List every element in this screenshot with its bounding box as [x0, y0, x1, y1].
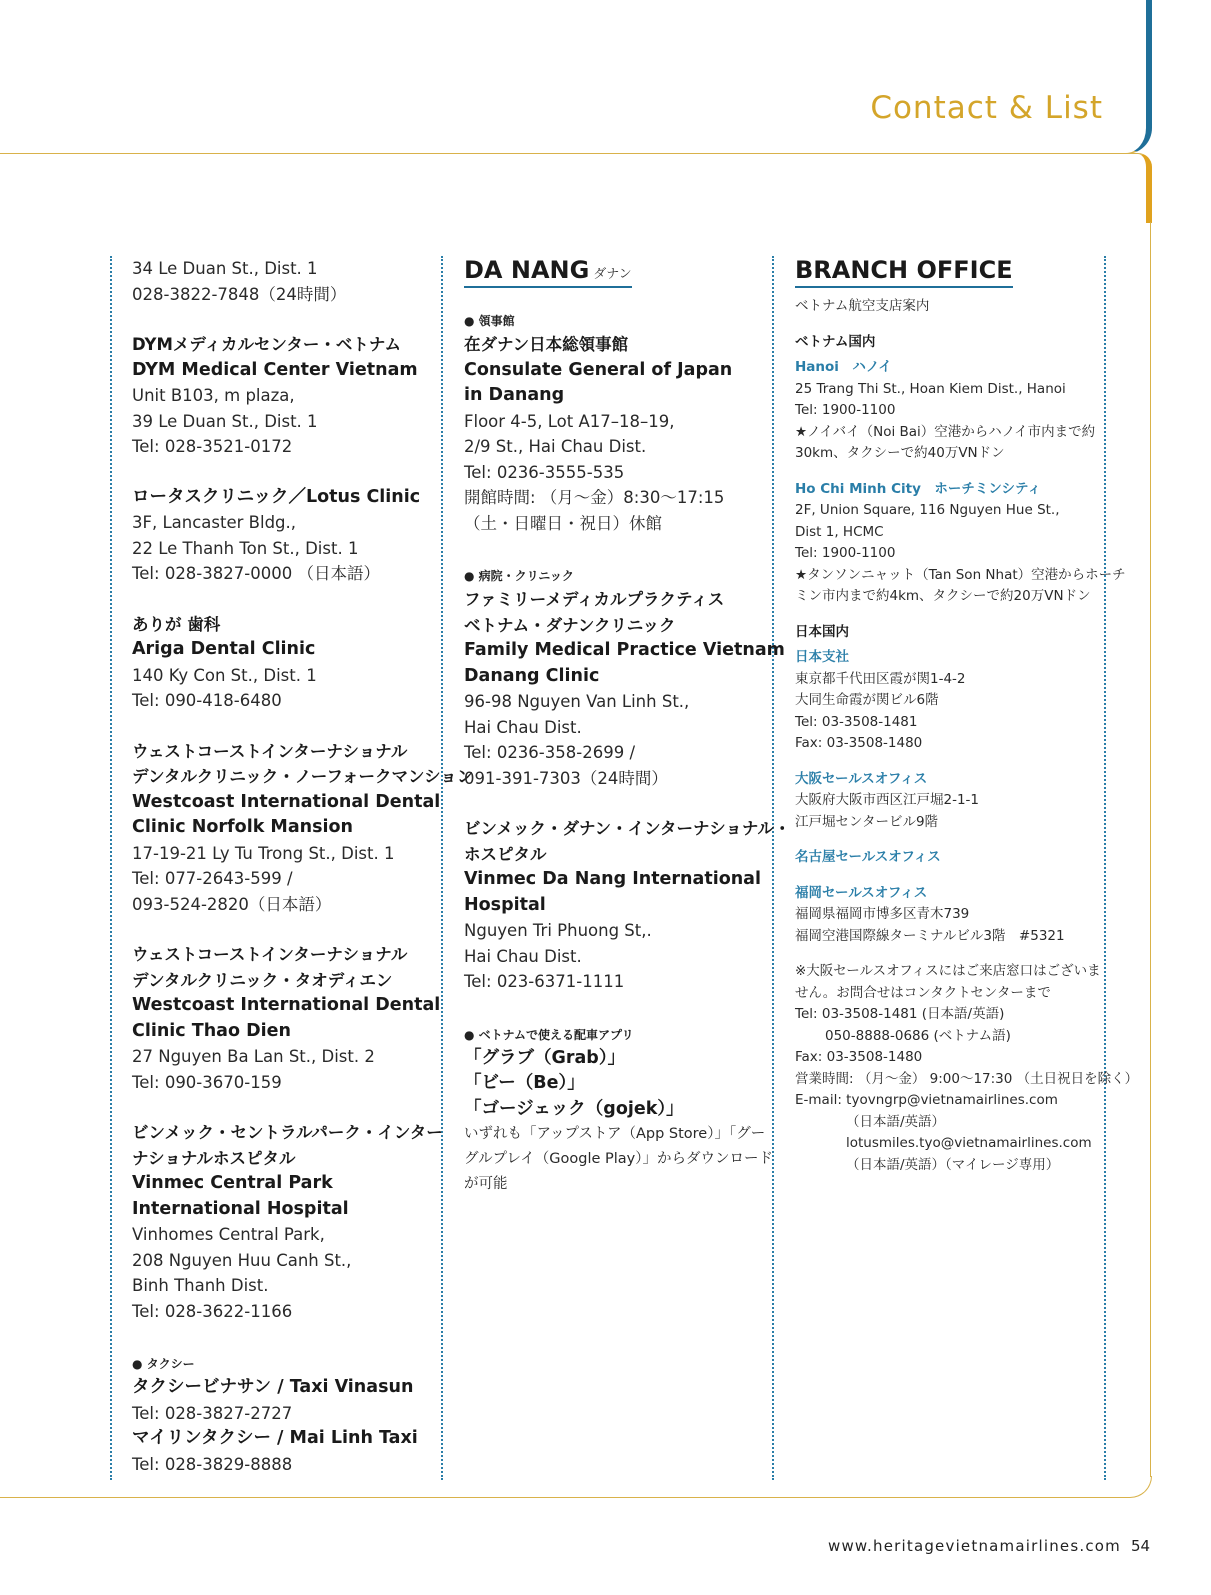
text-line: Nguyen Tri Phuong St,.: [464, 921, 652, 940]
entry-title: 「グラブ（Grab）」: [464, 1047, 626, 1068]
text-line: 2/9 St., Hai Chau Dist.: [464, 437, 647, 456]
spacer: [132, 587, 432, 612]
column-danang: [464, 256, 791, 1197]
column-branch-office: [795, 256, 1139, 1176]
text-line: 福岡県福岡市博多区青木739: [795, 906, 970, 922]
spacer: [464, 995, 764, 1020]
category-label: ● ベトナムで使える配車アプリ: [464, 1027, 634, 1042]
text-line: Tel: 1900-1100: [795, 402, 896, 418]
text-line: Tel: 028-3827-0000 （日本語）: [132, 564, 380, 583]
text-line: 22 Le Thanh Ton St., Dist. 1: [132, 538, 359, 558]
section-title-main: BRANCH OFFICE: [795, 256, 1013, 284]
column-divider: [772, 256, 774, 1480]
entry-title-ja: ビンメック・ダナン・インターナショナル・: [464, 819, 791, 838]
page-number: 54: [1131, 1537, 1151, 1555]
spacer: [795, 465, 1105, 479]
text-line: 208 Nguyen Huu Canh St.,: [132, 1250, 352, 1270]
office-name: 福岡セールスオフィス: [795, 884, 928, 901]
spacer: [464, 536, 764, 561]
spacer: [795, 947, 1105, 961]
text-line: 39 Le Duan St., Dist. 1: [132, 411, 318, 431]
spacer: [132, 917, 432, 942]
text-line: ミン市内まで約4km、タクシーで約20万VNドン: [795, 588, 1091, 604]
entry-title: Hospital: [464, 894, 546, 915]
text-line: E-mail: tyovngrp@vietnamairlines.com: [795, 1092, 1058, 1108]
column-hcmc-listings: [132, 256, 474, 1477]
category-label: ● 病院・クリニック: [464, 569, 574, 583]
text-line: Tel: 028-3829-8888: [132, 1454, 293, 1474]
office-name: 大阪セールスオフィス: [795, 770, 928, 787]
frame-corner-curve: [1112, 100, 1152, 154]
text-line: Hai Chau Dist.: [464, 946, 582, 966]
entry-title-ja: ビンメック・セントラルパーク・インター: [132, 1123, 443, 1142]
text-line: （日本語/英語）（マイレージ専用）: [846, 1156, 1060, 1173]
text-line: Binh Thanh Dist.: [132, 1276, 269, 1295]
text-line: 大阪府大阪市西区江戸堀2-1-1: [795, 792, 980, 808]
text-line: Tel: 028-3827-2727: [132, 1403, 293, 1423]
text-line: Fax: 03-3508-1480: [795, 1049, 923, 1065]
section-title-main: DA NANG: [464, 256, 590, 284]
spacer: [132, 1324, 432, 1349]
spacer: [464, 791, 764, 816]
spacer: [795, 755, 1105, 769]
entry-title-ja: ナショナルホスピタル: [132, 1148, 296, 1168]
branch-office-listings: [795, 296, 1139, 1176]
text-line: 東京都千代田区霞が関1-4-2: [795, 670, 966, 687]
entry-title-ja: ベトナム・ダナンクリニック: [464, 615, 676, 635]
section-title-danang: [464, 256, 632, 288]
danang-listings: [464, 310, 791, 1197]
text-line: いずれも「アップストア（App Store）」「グー: [464, 1126, 766, 1142]
text-line: 大同生命霞が関ビル6階: [795, 692, 939, 708]
text-line: グルプレイ（Google Play）」からダウンロード: [464, 1151, 773, 1167]
text-line: Tel: 03-3508-1481: [795, 713, 918, 730]
text-line: Unit B103, m plaza,: [132, 386, 295, 405]
entry-title: Danang Clinic: [464, 665, 600, 686]
text-line: 開館時間: （月～金）8:30～17:15: [464, 488, 725, 507]
text-line: 25 Trang Thi St., Hoan Kiem Dist., Hanoi: [795, 380, 1066, 397]
entry-title: Family Medical Practice Vietnam: [464, 640, 785, 660]
text-line: Tel: 028-3622-1166: [132, 1301, 293, 1321]
text-line: 営業時間: （月～金） 9:00～17:30 （土日祝日を除く）: [795, 1070, 1139, 1087]
frame-right-rule: [1150, 222, 1151, 1477]
entry-title: タクシービナサン / Taxi Vinasun: [132, 1377, 414, 1397]
text-line: 2F, Union Square, 116 Nguyen Hue St.,: [795, 502, 1060, 518]
edge-tab-orange: [1138, 153, 1152, 223]
text-line: 30km、タクシーで約40万VNドン: [795, 445, 1005, 461]
category-label: ● タクシー: [132, 1357, 195, 1371]
entry-title: International Hospital: [132, 1198, 349, 1219]
spacer: [795, 318, 1105, 332]
text-line: Tel: 090-3670-159: [132, 1072, 282, 1092]
text-line: ベトナム航空支店案内: [795, 298, 930, 314]
entry-title: Vinmec Central Park: [132, 1173, 333, 1193]
spacer: [132, 1095, 432, 1120]
text-line: 093-524-2820（日本語）: [132, 894, 332, 914]
spacer: [132, 307, 432, 332]
text-line: Tel: 0236-3555-535: [464, 462, 625, 482]
text-line: 050-8888-0686 (ベトナム語): [825, 1027, 1011, 1044]
text-line: Tel: 077-2643-599 /: [132, 869, 293, 888]
entry-title-ja: 在ダナン日本総領事館: [464, 335, 629, 354]
entry-title: Vinmec Da Nang International: [464, 869, 761, 889]
text-line: ★タンソンニャット（Tan Son Nhat）空港からホーチ: [795, 566, 1126, 583]
entry-title: in Danang: [464, 385, 565, 405]
text-line: Tel: 1900-1100: [795, 545, 896, 561]
text-line: 27 Nguyen Ba Lan St., Dist. 2: [132, 1047, 375, 1066]
text-line: 140 Ky Con St., Dist. 1: [132, 665, 317, 685]
region-heading: 日本国内: [795, 623, 849, 640]
page-header-title: Contact & List: [870, 90, 1103, 126]
text-line: 96-98 Nguyen Van Linh St.,: [464, 692, 690, 711]
column-divider: [441, 256, 443, 1480]
column-divider: [110, 256, 112, 1480]
spacer: [795, 833, 1105, 847]
entry-title-ja: ウェストコーストインターナショナル: [132, 741, 408, 761]
entry-title-ja: DYMメディカルセンター・ベトナム: [132, 335, 402, 354]
frame-bottom-rule: [0, 1476, 1152, 1498]
text-line: 028-3822-7848（24時間）: [132, 284, 347, 304]
section-title-branch-office: [795, 256, 1013, 288]
text-line: 17-19-21 Ly Tu Trong St., Dist. 1: [132, 843, 395, 863]
entry-title: Clinic Norfolk Mansion: [132, 817, 354, 837]
text-line: Dist 1, HCMC: [795, 523, 884, 540]
entry-title: ロータスクリニック／Lotus Clinic: [132, 486, 421, 507]
spacer: [795, 869, 1105, 883]
spacer: [132, 460, 432, 485]
entry-title-ja: ホスピタル: [464, 844, 547, 864]
text-line: ★ノイバイ（Noi Bai）空港からハノイ市内まで約: [795, 423, 1096, 440]
text-line: Tel: 023-6371-1111: [464, 972, 625, 991]
text-line: Tel: 090-418-6480: [132, 691, 282, 710]
entry-title: Clinic Thao Dien: [132, 1020, 291, 1041]
office-name: Ho Chi Minh City ホーチミンシティ: [795, 480, 1041, 497]
entry-title: Westcoast International Dental: [132, 791, 441, 812]
text-line: 3F, Lancaster Bldg.,: [132, 513, 297, 532]
entry-title-ja: ウェストコーストインターナショナル: [132, 945, 408, 964]
text-line: Vinhomes Central Park,: [132, 1225, 325, 1244]
text-line: Tel: 028-3521-0172: [132, 437, 293, 456]
text-line: （土・日曜日・祝日）休館: [464, 513, 662, 533]
text-line: Tel: 03-3508-1481 (日本語/英語): [795, 1006, 1005, 1022]
spacer: [795, 608, 1105, 622]
text-line: 34 Le Duan St., Dist. 1: [132, 259, 318, 278]
entry-title: Ariga Dental Clinic: [132, 639, 316, 659]
section-title-sub: ダナン: [593, 267, 632, 282]
office-name: 名古屋セールスオフィス: [795, 849, 941, 865]
text-line: lotusmiles.tyo@vietnamairlines.com: [846, 1135, 1092, 1151]
office-name: Hanoi ハノイ: [795, 359, 892, 375]
text-line: 091-391-7303（24時間）: [464, 768, 668, 788]
entry-title: Consulate General of Japan: [464, 359, 733, 380]
text-line: 福岡空港国際線ターミナルビル3階 #5321: [795, 927, 1065, 944]
category-label: ● 領事館: [464, 314, 515, 328]
spacer: [132, 714, 432, 739]
entry-title-ja: デンタルクリニック・タオディエン: [132, 970, 393, 990]
text-line: Tel: 0236-358-2699 /: [464, 743, 636, 762]
entry-title-ja: ファミリーメディカルプラクティス: [464, 590, 725, 609]
text-line: Floor 4-5, Lot A17–18–19,: [464, 411, 675, 431]
frame-top-rule: [0, 153, 1138, 154]
text-line: 江戸堀センタービル9階: [795, 813, 939, 830]
entry-title: Westcoast International Dental: [132, 995, 441, 1015]
text-line: が可能: [464, 1176, 508, 1192]
office-name: 日本支社: [795, 649, 849, 665]
text-line: Hai Chau Dist.: [464, 717, 582, 737]
entry-title: 「ビー（Be）」: [464, 1073, 585, 1093]
text-line: Fax: 03-3508-1480: [795, 735, 923, 751]
region-heading: ベトナム国内: [795, 333, 876, 350]
text-line: ※大阪セールスオフィスにはご来店窓口はございま: [795, 963, 1101, 979]
text-line: せん。お問合せはコンタクトセンターまで: [795, 984, 1051, 1001]
entry-title: マイリンタクシー / Mai Linh Taxi: [132, 1428, 418, 1448]
entry-title: 「ゴージェック（gojek）」: [464, 1098, 684, 1119]
entry-title-ja: ありが 歯科: [132, 614, 221, 634]
entry-title: DYM Medical Center Vietnam: [132, 359, 418, 380]
footer-url: www.heritagevietnamairlines.com: [828, 1537, 1121, 1555]
text-line: （日本語/英語）: [846, 1113, 946, 1130]
entry-title-ja: デンタルクリニック・ノーフォークマンション: [132, 767, 474, 786]
